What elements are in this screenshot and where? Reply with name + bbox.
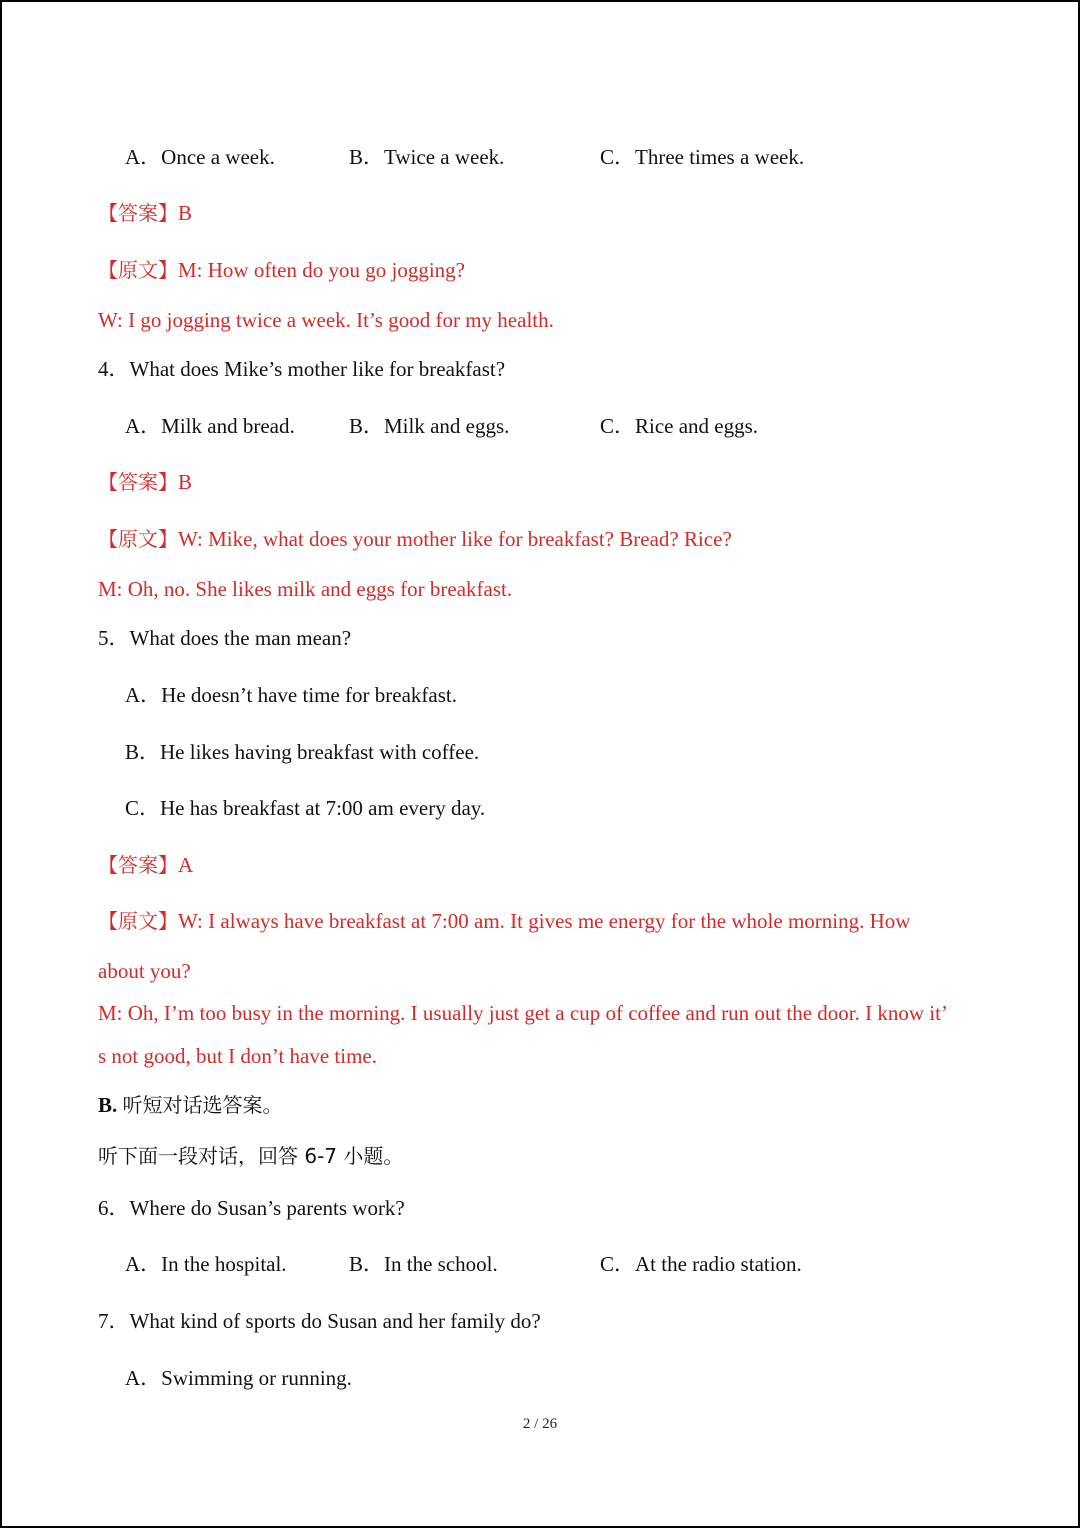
q3-transcript-line-2: W: I go jogging twice a week. It’s good for my health. (98, 308, 554, 332)
q5-transcript-line-1 (98, 908, 910, 934)
section-b-label: B. (98, 1093, 118, 1117)
answer-tag: 【答案】 (98, 470, 178, 494)
q4-question: 4．What does Mike’s mother like for breakfast? (98, 357, 506, 381)
page-number: 2 / 26 (522, 1416, 558, 1432)
q6-question: 6．Where do Susan’s parents work? (98, 1196, 405, 1220)
q6-option-b: B．In the school. (349, 1252, 498, 1276)
answer-tag: 【答案】 (98, 853, 178, 877)
q5-option-b: B．He likes having breakfast with coffee. (125, 740, 480, 764)
answer-value: B (178, 470, 193, 494)
transcript-text: M: How often do you go jogging? (178, 258, 465, 282)
q3-answer (98, 200, 192, 226)
q5-option-c: C．He has breakfast at 7:00 am every day. (125, 796, 486, 820)
q5-answer (98, 852, 193, 878)
section-b-heading (98, 1092, 283, 1118)
q7-option-a: A．Swimming or running. (125, 1366, 352, 1390)
q5-transcript-line-2: about you? (98, 959, 191, 983)
q5-transcript-line-4: s not good, but I don’t have time. (98, 1044, 377, 1068)
q4-transcript-line-2: M: Oh, no. She likes milk and eggs for breakfast. (98, 577, 513, 601)
source-tag: 【原文】 (98, 258, 178, 282)
q4-options-row (0, 413, 1080, 441)
source-tag: 【原文】 (98, 527, 178, 551)
q3-option-c: C．Three times a week. (600, 145, 805, 169)
q6-option-a: A．In the hospital. (125, 1252, 287, 1276)
section-b-title: 听短对话选答案。 (122, 1093, 283, 1117)
q3-options-row (0, 144, 1080, 172)
source-tag: 【原文】 (98, 909, 178, 933)
q5-option-a: A．He doesn’t have time for breakfast. (125, 683, 458, 707)
transcript-text: W: Mike, what does your mother like for breakfast? Bread? Rice? (178, 527, 732, 551)
transcript-text: W: I always have breakfast at 7:00 am. It gives me energy for the whole morning. How (178, 909, 911, 933)
q4-answer (98, 469, 192, 495)
q6-option-c: C．At the radio station. (600, 1252, 802, 1276)
answer-value: A (178, 853, 194, 877)
q3-transcript-line-1 (98, 257, 465, 283)
q4-option-c: C．Rice and eggs. (600, 414, 759, 438)
q6-options-row (0, 1251, 1080, 1279)
q4-option-b: B．Milk and eggs. (349, 414, 510, 438)
q4-transcript-line-1 (98, 526, 732, 552)
q7-question: 7．What kind of sports do Susan and her family do? (98, 1309, 541, 1333)
q3-option-b: B．Twice a week. (349, 145, 505, 169)
q5-transcript-line-3: M: Oh, I’m too busy in the morning. I usually just get a cup of coffee and run out the door. I know it’ (98, 1001, 948, 1025)
answer-tag: 【答案】 (98, 201, 178, 225)
q5-question: 5．What does the man mean? (98, 626, 352, 650)
q4-option-a: A．Milk and bread. (125, 414, 295, 438)
section-b-instruction: 听下面一段对话，回答 6-7 小题。 (98, 1144, 404, 1168)
answer-value: B (178, 201, 193, 225)
q3-option-a: A．Once a week. (125, 145, 275, 169)
